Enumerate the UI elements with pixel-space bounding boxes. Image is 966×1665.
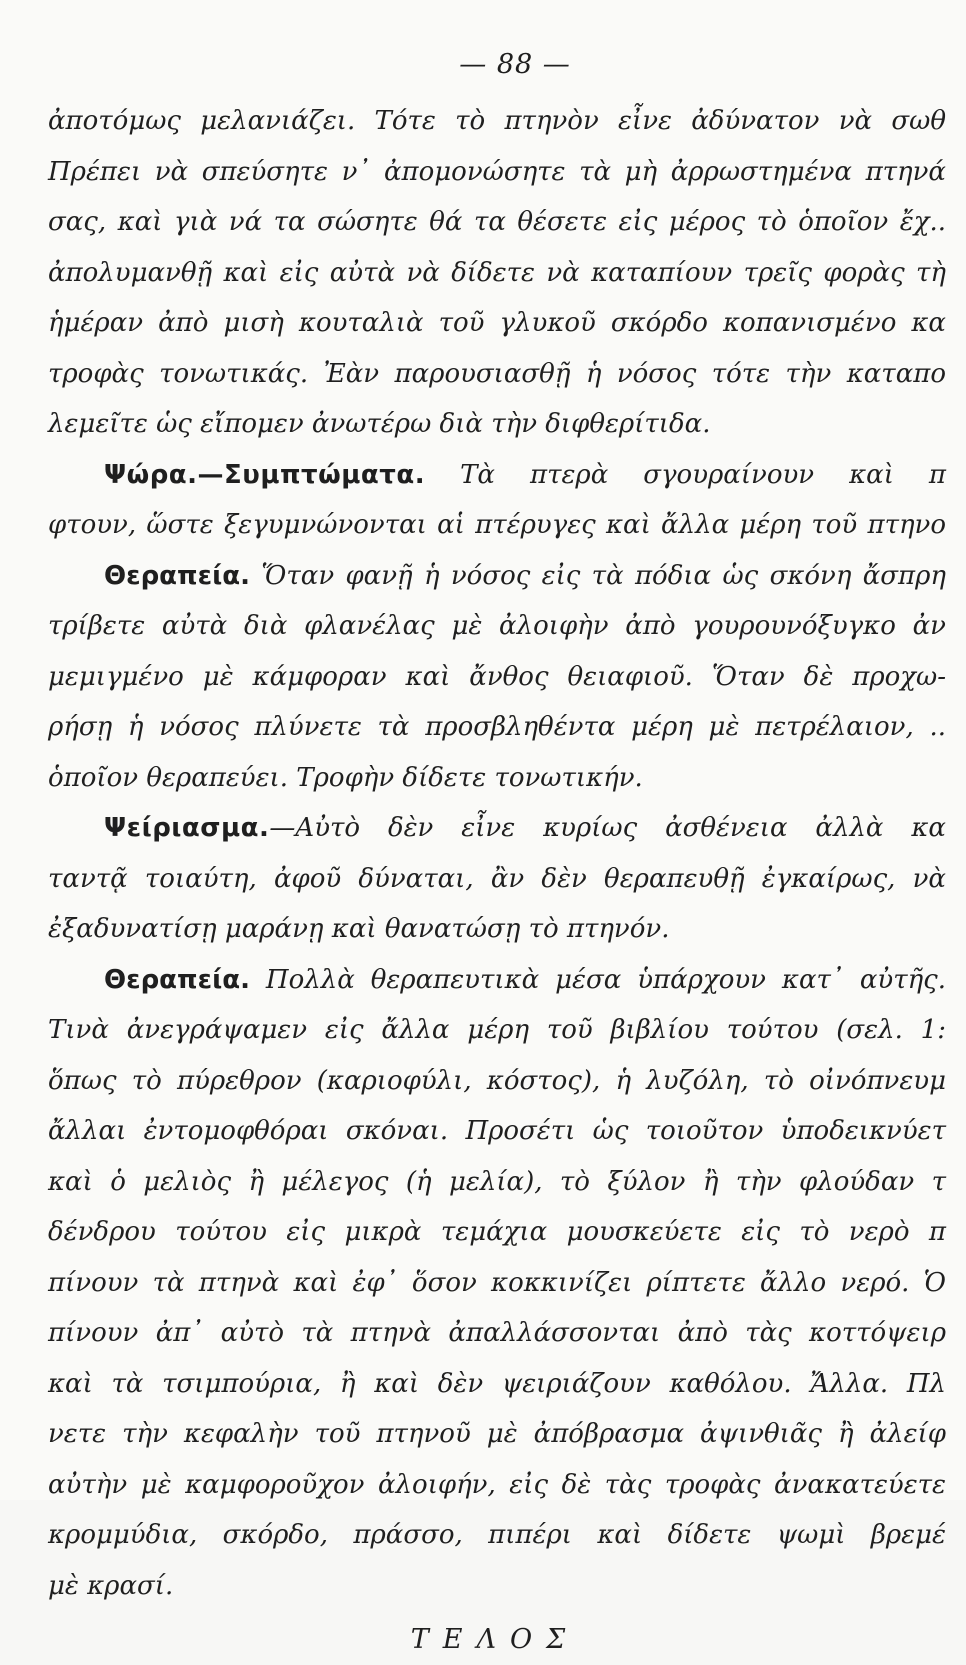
section-psora [48,450,952,804]
text-line: ὁποῖον θεραπεύει. Τροφὴν δίδετε τονωτικήν. [48,762,643,793]
text-line: καὶ τὰ τσιμπούρια, ἢ καὶ δὲν ψειριάζουν καθόλου. Ἄλλα. Πλ [48,1368,946,1399]
intro-paragraph [48,96,952,450]
text-fragment: Ὅταν φανῇ ἡ νόσος εἰς τὰ πόδια ὡς σκόνη ἄσπρη [249,560,946,591]
text-line: μὲ κρασί. [48,1570,174,1601]
therapy-heading: Θεραπεία. [104,560,250,591]
section-heading: Ψώρα.—Συμπτώματα. [104,459,426,490]
text-line: ἀπολυμανθῇ καὶ εἰς αὐτὰ νὰ δίδετε νὰ καταπίουν τρεῖς φορὰς τὴ [48,257,946,288]
text-line: ρήσῃ ἡ νόσος πλύνετε τὰ προσβληθέντα μέρη μὲ πετρέλαιον, .. [48,712,946,742]
text-line: πίνουν ἀπ᾿ αὐτὸ τὰ πτηνὰ ἀπαλλάσσονται ἀπὸ τὰς κοττόψειρ [48,1318,946,1348]
text-fragment: Πολλὰ θεραπευτικὰ μέσα ὑπάρχουν κατ᾿ αὐτῆς. [249,964,946,995]
text-line: δένδρου τούτου εἰς μικρὰ τεμάχια μουσκεύετε εἰς τὸ νερὸ π [48,1217,946,1247]
text-line: λεμεῖτε ὡς εἴπομεν ἀνωτέρω διὰ τὴν διφθερίτιδα. [48,409,711,439]
text-line: ἀποτόμως μελανιάζει. Τότε τὸ πτηνὸν εἶνε ἀδύνατον νὰ σωθ [48,106,946,136]
text-line: σας, καὶ γιὰ νά τα σώσητε θά τα θέσετε εἰς μέρος τὸ ὁποῖον ἔχ.. [48,207,946,237]
text-line: Πρέπει νὰ σπεύσητε ν᾿ ἀπομονώσητε τὰ μὴ ἀρρωστημένα πτηνά [48,156,946,187]
section-pseiriasma [48,803,952,1611]
text-line: Τινὰ ἀνεγράψαμεν εἰς ἄλλα μέρη τοῦ βιβλίου τούτου (σελ. 1: [48,1015,946,1045]
text-line: τροφὰς τονωτικάς. Ἐὰν παρουσιασθῇ ἡ νόσος τότε τὴν καταπο [48,358,946,389]
text-line: φτουν, ὥστε ξεγυμνώνονται αἱ πτέρυγες καὶ ἄλλα μέρη τοῦ πτηνο [48,510,946,540]
text-line: νετε τὴν κεφαλὴν τοῦ πτηνοῦ μὲ ἀπόβρασμα ἀψινθιᾶς ἢ ἀλείφ [48,1419,946,1449]
therapy-heading-line [48,955,952,1006]
section-heading-line [48,450,952,501]
text-line: ἄλλαι ἐντομοφθόραι σκόναι. Προσέτι ὡς τοιοῦτον ὑποδεικνύετ [48,1116,946,1146]
text-line: ἐξαδυνατίσῃ μαράνῃ καὶ θανατώσῃ τὸ πτηνόν. [48,914,670,944]
text-fragment: —Αὐτὸ δὲν εἶνε κυρίως ἀσθένεια ἀλλὰ κα [269,813,946,843]
text-line: κρομμύδια, σκόρδο, πράσσο, πιπέρι καὶ δίδετε ψωμὶ βρεμέ [48,1520,946,1550]
section-heading-line [48,803,952,854]
text-line: μεμιγμένο μὲ κάμφοραν καὶ ἄνθος θειαφιοῦ. Ὅταν δὲ προχω- [48,661,946,692]
text-line: καὶ ὁ μελιὸς ἢ μέλεγος (ἡ μελία), τὸ ξύλον ἢ τὴν φλούδαν τ [48,1166,946,1197]
therapy-heading-line [48,551,952,602]
text-line: πίνουν τὰ πτηνὰ καὶ ἐφ᾿ ὅσον κοκκινίζει ρίπτετε ἄλλο νερό. Ὁ [48,1267,946,1298]
section-heading: Ψείριασμα. [104,813,270,843]
text-fragment: Τὰ πτερὰ σγουραίνουν καὶ π [425,459,946,490]
text-line: ὅπως τὸ πύρεθρον (καριοφύλι, κόστος), ἡ λυζόλη, τὸ οἰνόπνευμ [48,1065,946,1096]
text-line: ταντᾷ τοιαύτη, ἀφοῦ δύναται, ἂν δὲν θεραπευθῇ ἐγκαίρως, νὰ [48,863,946,894]
end-mark: ΤΕΛΟΣ [410,1624,580,1655]
page-number: — 88 — [459,49,571,80]
therapy-heading: Θεραπεία. [104,964,250,995]
text-line: αὐτὴν μὲ καμφοροῦχον ἀλοιφήν, εἰς δὲ τὰς τροφὰς ἀνακατεύετε [48,1469,946,1500]
text-line: ἡμέραν ἀπὸ μισὴ κουταλιὰ τοῦ γλυκοῦ σκόρδο κοπανισμένο κα [48,308,946,338]
text-line: τρίβετε αὐτὰ διὰ φλανέλας μὲ ἀλοιφὴν ἀπὸ γουρουνόξυγκο ἀν [48,611,946,641]
